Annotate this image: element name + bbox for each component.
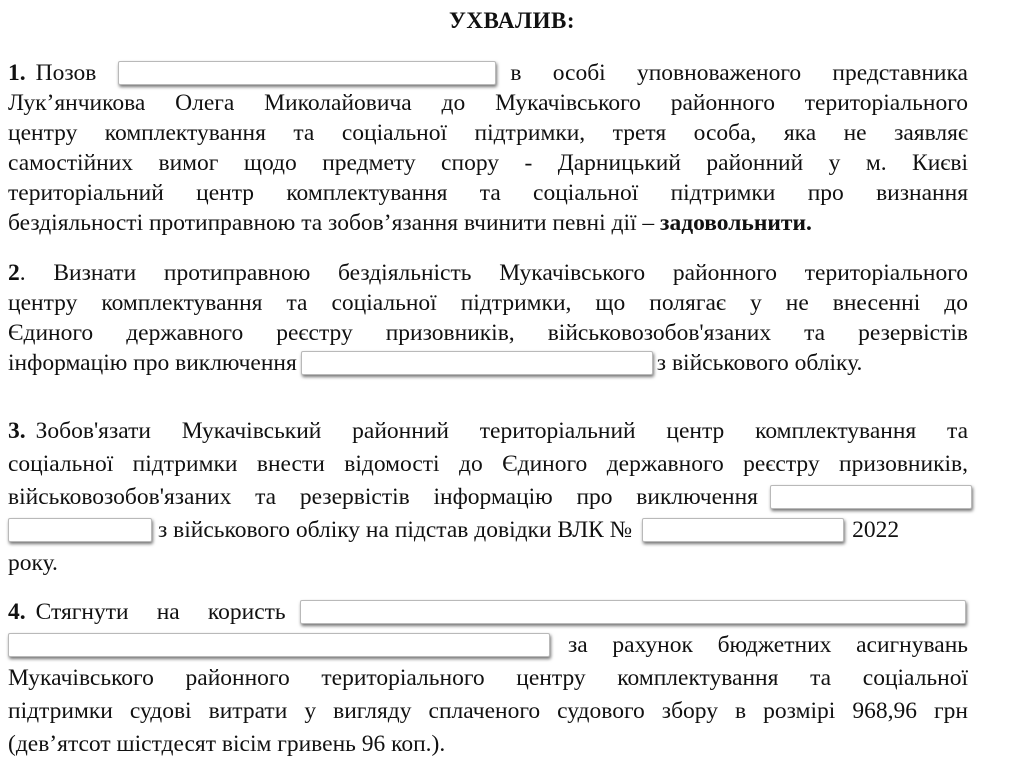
p2-line-3: Єдиного державного реєстру призовників, військовозобов'язаних та резервістів [8, 320, 968, 346]
p2-line-2: центру комплектування та соціальної підтримки, що полягає у не внесенні до [8, 290, 968, 316]
p4-line-3: Мукачівського районного територіального центру комплектування та соціальної [8, 665, 968, 691]
p1-line-6 [8, 208, 968, 238]
redacted-name-2 [301, 351, 653, 375]
p1-line-1 [8, 58, 968, 88]
p1-line-2: Лук’янчикова Олега Миколайовича до Мукачівського районного територіального [8, 90, 968, 116]
p1-text: Позов [35, 60, 97, 86]
p2-text: . Визнати протиправною бездіяльність Мукачівського районного територіального [19, 260, 968, 286]
p3-text: з військового обліку на підстав довідки ВЛК № [158, 517, 633, 543]
p4-line-5: (дев’ятсот шістдесят вісім гривень 96 коп.). [8, 731, 446, 757]
p4-text: Стягнути на користь [35, 599, 286, 625]
p1-number: 1. [8, 60, 26, 86]
p2-line-1 [8, 258, 968, 288]
p3-line-4 [8, 515, 968, 545]
p4-line-4: підтримки судові витрати у вигляду сплаченого судового збору в розмірі 968,96 грн [8, 698, 968, 724]
redacted-name-4b [8, 633, 550, 657]
p3-line-5: року. [8, 550, 58, 576]
p3-line-3 [8, 482, 968, 512]
p3-text: військовозобов'язаних та резервістів інформацію про виключення [8, 484, 758, 510]
redacted-name-3a [770, 485, 972, 509]
redacted-name-3b [8, 518, 152, 542]
p2-line-4 [8, 348, 968, 378]
p3-text: Зобов'язати Мукачівський районний територіальний центр комплектування та [35, 418, 968, 444]
p4-line-2 [8, 630, 968, 660]
redacted-vlk-number [642, 518, 844, 542]
p4-line-1 [8, 597, 968, 627]
p1-text: бездіяльності протиправною та зобов’язання вчинити певні дії – [8, 210, 655, 236]
decision-heading: УХВАЛИВ: [448, 8, 576, 33]
p2-text: інформацію про виключення [8, 350, 297, 376]
p1-line-4: самостійних вимог щодо предмету спору - Дарницький районний у м. Києві [8, 150, 968, 176]
p3-line-1 [8, 416, 968, 446]
p3-year: 2022 [852, 517, 900, 543]
p3-line-2: соціальної підтримки внести відомості до Єдиного державного реєстру призовників, [8, 451, 968, 477]
p4-number: 4. [8, 599, 26, 625]
p1-line-5: територіальний центр комплектування та соціальної підтримки про визнання [8, 180, 968, 206]
p3-number: 3. [8, 418, 26, 444]
p1-verdict: задовольнити. [660, 210, 812, 236]
p4-text: за рахунок бюджетних асигнувань [568, 632, 968, 658]
p1-text: в особі уповноваженого представника [510, 60, 968, 86]
p2-text: з військового обліку. [656, 350, 863, 376]
redacted-name-1 [118, 61, 496, 85]
p1-line-3: центру комплектування та соціальної підтримки, третя особа, яка не заявляє [8, 120, 968, 146]
redacted-name-4a [300, 600, 966, 624]
p2-number: 2 [8, 260, 20, 286]
